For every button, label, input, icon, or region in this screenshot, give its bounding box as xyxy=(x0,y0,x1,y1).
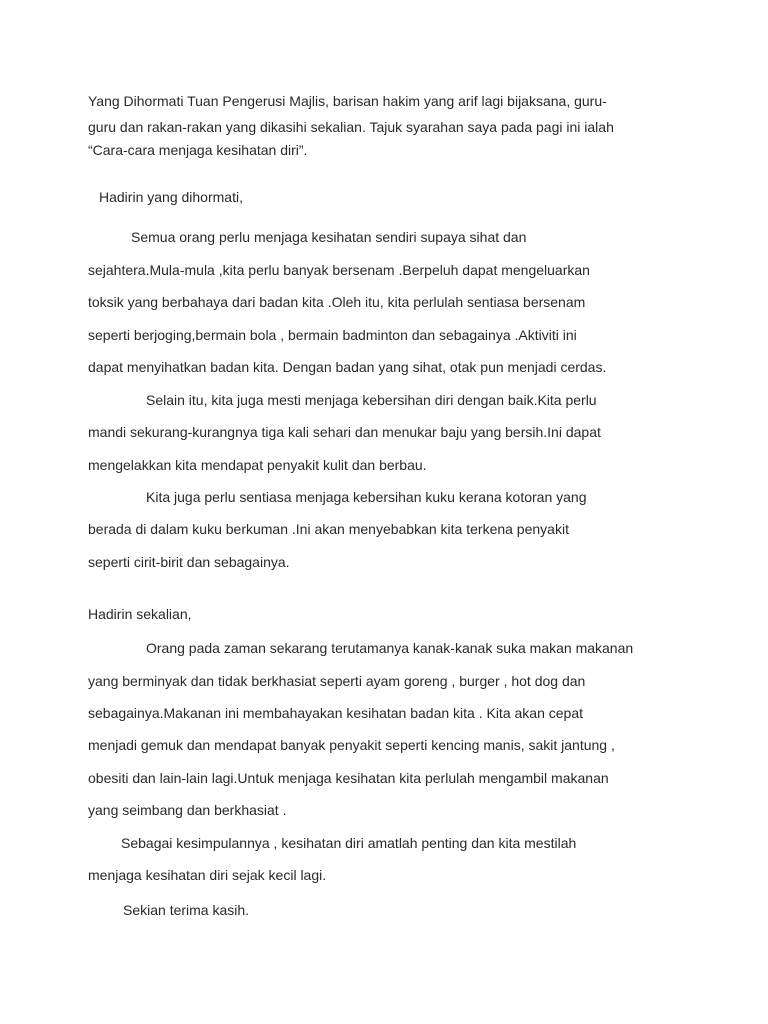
text-line: “Cara-cara menjaga kesihatan diri”. xyxy=(88,142,308,158)
text-line: toksik yang berbahaya dari badan kita .Oleh itu, kita perlulah sentiasa bersenam xyxy=(88,294,586,310)
text-line: berada di dalam kuku berkuman .Ini akan menyebabkan kita terkena penyakit xyxy=(88,521,569,537)
text-line: mandi sekurang-kurangnya tiga kali sehari dan menukar baju yang bersih.Ini dapat xyxy=(88,424,601,440)
text-line: Selain itu, kita juga mesti menjaga kebersihan diri dengan baik.Kita perlu xyxy=(146,392,597,408)
text-line: Yang Dihormati Tuan Pengerusi Majlis, barisan hakim yang arif lagi bijaksana, guru- xyxy=(88,93,607,109)
text-line: seperti berjoging,bermain bola , bermain badminton dan sebagainya .Aktiviti ini xyxy=(88,327,577,343)
text-line: yang seimbang dan berkhasiat . xyxy=(88,802,287,818)
closing-line: Sekian terima kasih. xyxy=(123,902,250,918)
text-line: Sebagai kesimpulannya , kesihatan diri amatlah penting dan kita mestilah xyxy=(121,835,577,851)
text-line: yang berminyak dan tidak berkhasiat seperti ayam goreng , burger , hot dog dan xyxy=(88,673,586,689)
text-line: Orang pada zaman sekarang terutamanya kanak-kanak suka makan makanan xyxy=(146,640,634,656)
text-line: obesiti dan lain-lain lagi.Untuk menjaga kesihatan kita perlulah mengambil makanan xyxy=(88,770,609,786)
text-line: menjadi gemuk dan mendapat banyak penyakit seperti kencing manis, sakit jantung , xyxy=(88,737,615,753)
salutation: Hadirin yang dihormati, xyxy=(99,189,243,205)
text-line: dapat menyihatkan badan kita. Dengan badan yang sihat, otak pun menjadi cerdas. xyxy=(88,359,607,375)
text-line: Semua orang perlu menjaga kesihatan sendiri supaya sihat dan xyxy=(131,229,527,245)
salutation: Hadirin sekalian, xyxy=(88,606,192,622)
text-line: menjaga kesihatan diri sejak kecil lagi. xyxy=(88,867,327,883)
text-line: sebagainya.Makanan ini membahayakan kesihatan badan kita . Kita akan cepat xyxy=(88,705,583,721)
text-line: guru dan rakan-rakan yang dikasihi sekalian. Tajuk syarahan saya pada pagi ini ialah xyxy=(88,119,614,135)
text-line: mengelakkan kita mendapat penyakit kulit dan berbau. xyxy=(88,457,427,473)
text-line: sejahtera.Mula-mula ,kita perlu banyak bersenam .Berpeluh dapat mengeluarkan xyxy=(88,262,590,278)
text-line: Kita juga perlu sentiasa menjaga kebersihan kuku kerana kotoran yang xyxy=(146,489,587,505)
text-line: seperti cirit-birit dan sebagainya. xyxy=(88,554,290,570)
